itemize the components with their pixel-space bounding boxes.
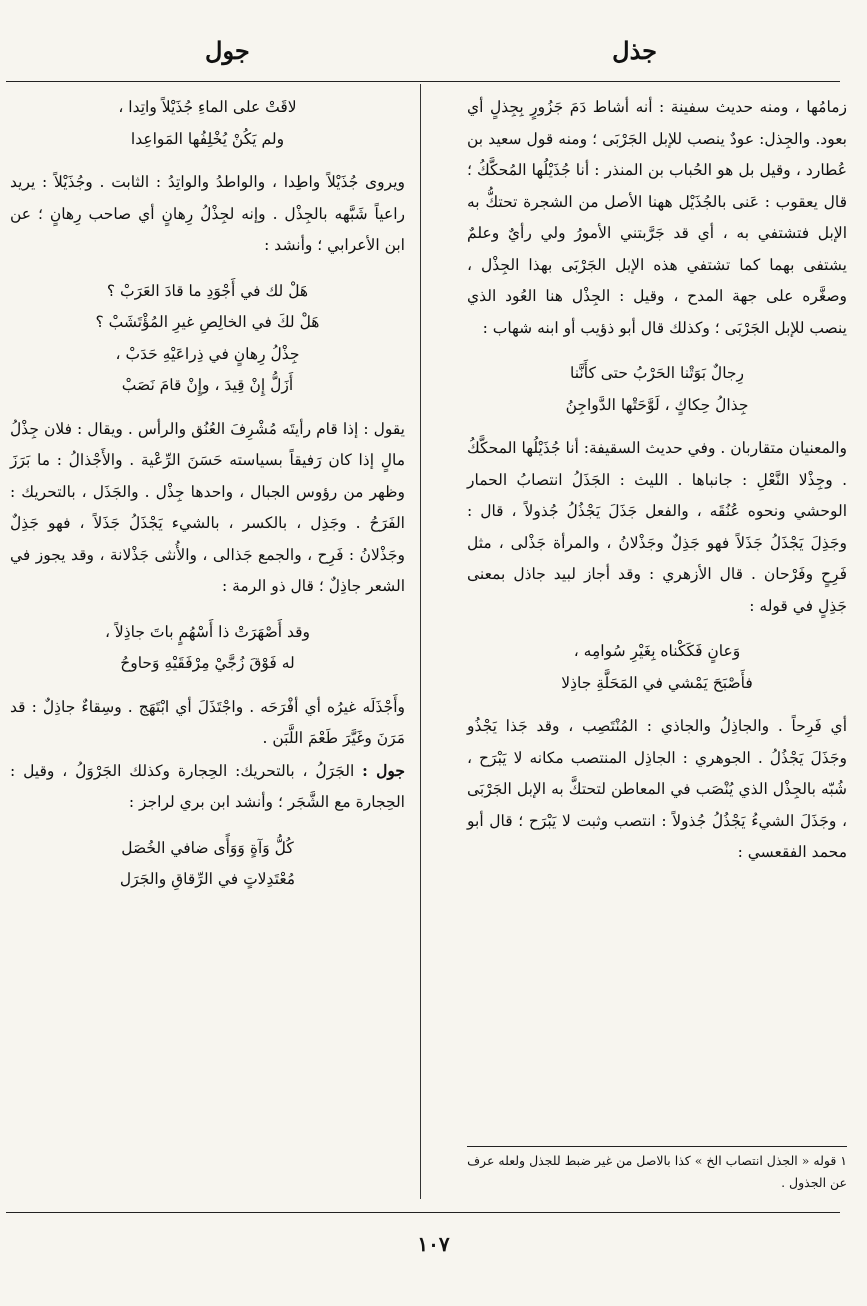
footnote-rule (467, 1146, 847, 1147)
verse-block (10, 833, 405, 896)
left-column (10, 92, 405, 908)
entry-paragraph (10, 755, 405, 819)
paragraph: أي فَرِحاً . والجاذِلُ والجاذي : المُنْتَصِب ، وقد جَذا يَجْذُو وجَذَلَ يَجْذُلُ . الجوهري : الجاذِل المنتصب مكانه لا يَبْرَح ، شُبّه بالجِذْل الذي يُنْصَب في المعاطن لتحتكَّ به الإبل الجَرْبَى ، وجَذَلَ الشيءُ يَجْذُلُ جُذولاً : انتصب وثبت لا يَبْرَح ؛ قال أبو محمد الفقعسي : (467, 717, 847, 861)
running-head-right: جذل (612, 36, 657, 65)
running-head-left: جول (205, 36, 250, 65)
entry-headword: جول : (362, 760, 405, 780)
paragraph: والمعنيان متقاربان . وفي حديث السقيفة: أنا جُذَيْلُها المحكَّكُ . وجِذْلا النَّعْلِ : جانباها . الليث : الجَذَلُ انتصابُ الحمار الوحشي ونحوه عُنُقَه ، والفعل جَذَلَ يَجْذُلُ جُذولاً ، قال : وجَذِلَ يَجْذَلُ جَذَلاً فهو جَذِلٌ وجَذْلانُ ، والمرأة جَذْلى ، مثل فَرِحٍ وفَرْحان . قال الأزهري : وقد أجاز لبيد جاذل بمعنى جَذِلٍ في قوله : (466, 439, 847, 615)
verse-block (10, 617, 405, 680)
verse-block (10, 92, 405, 155)
verse-line: رِجالٌ بَوَتْنا الحَرْبُ حتى كأَنَّنا (570, 364, 744, 382)
verse-line: هَلْ لكَ في الخالِصِ غيرِ المُؤْتَشَبْ ؟ (95, 313, 320, 331)
entry-text: الجَرَلُ ، بالتحريك: الحِجارة وكذلك الجَرْوَلُ ، وقيل : الحِجارة مع الشَّجَر ؛ وأنشد ابن بري لراجز : (10, 761, 405, 811)
verse-block (467, 358, 847, 421)
paragraph: زمامُها ، ومنه حديث سفينة : أنه أشاط دَمَ جَزُورٍ بِجِذلٍ أي بعود. والجِذل: عودٌ ينصب للإبل الجَرْبَى ؛ ومنه قول سعيد بن عُطارد ، وقيل بل هو الحُباب بن المنذر : أنا جُذَيْلُها المُحكَّكُ ؛ قال يعقوب : عَنى بالجُذَيْل ههنا الأصل من الشجرة تحتكُّ به الإبل فتشتفي به ، أي قد جَرَّبتني الأمورُ ولي رأيٌ وعلمٌ يشتفى بهما كما تشتفي هذه الإبل الجَرْبَى بهذا الجِذْل ، وصغَّره على جهة المدح ، وقيل : الجِذْل هنا العُود الذي ينصب للإبل الجَرْبَى ؛ وكذلك قال أبو ذؤيب أو ابنه شهاب : (467, 98, 847, 337)
verse-line: له فَوْقَ زُجَّيْ مِرْفَقَيْهِ وَحاوحُ (120, 654, 295, 672)
column-divider (420, 84, 421, 1199)
top-rule (6, 81, 840, 82)
verse-line: هَلْ لك في أَجْوَدِ ما قادَ العَرَبْ ؟ (106, 281, 309, 300)
page-number: ١٠٧ (417, 1232, 450, 1256)
bottom-rule (6, 1212, 840, 1213)
paragraph: ويروى جُذَيْلاً واطِدا ، والواطدُ والواتِدُ : الثابت . وجُذَيْلاً : يريد راعياً شَبَّهه بالجِذْل . وإنه لجِذْلُ رِهانٍ أي صاحب رِهانٍ ؛ عن ابن الأعرابي ؛ وأنشد : (10, 173, 405, 254)
verse-line: فأَصْبَحَ يَمْشي في المَحَلَّةِ جاذِلا (561, 673, 753, 692)
verse-line: وَعانٍ فَكَكْناه بِغَيْرِ سُوامِه ، (573, 642, 741, 660)
paragraph: وأَجْذَلَه غيرُه أي أفْرَحَه . واجْتَذَلَ أي ابْتَهَج . وسِقاءٌ جاذِلٌ : قد مَرَنَ وغَيَّرَ طَعْمَ اللَّبَن . (10, 697, 405, 747)
verse-line: وقد أَصْهَرَتْ ذا أَسْهُمٍ باتَ جاذِلاً ، (105, 622, 310, 641)
paragraph: يقول : إذا قام رأيتَه مُشْرِفَ العُنُق والرأس . ويقال : فلان جِذْلُ مالٍ إذا كان رَفيقاً بسياسته حَسَنَ الرِّعْية . والأَجْذالُ : ما بَرَزَ وظهر من رؤوس الجبال ، واحدها جِذْل . والجَذَل ، بالتحريك : الفَرَحُ . وجَذِل ، بالكسر ، بالشيء يَجْذَلُ جَذَلاً ، فهو جَذِلٌ وجَذْلانُ : فَرِح ، والجمع جَذالى ، والأُنثى جَذْلانة ، وقد يجوز في الشعر جاذِلٌ ؛ قال ذو الرمة : (10, 419, 405, 595)
verse-line: جِذْلُ رِهانٍ في ذِراعَيْهِ حَدَبْ ، (115, 344, 300, 363)
footnote: ١ قوله « الجذل انتصاب الخ » كذا بالاصل من غير ضبط للجذل ولعله عرف عن الجذول . (467, 1153, 847, 1190)
verse-line: أَزَلُّ إِنْ قِيدَ ، وإِنْ قامَ نَصَبْ (121, 376, 294, 394)
verse-line: ولم يَكُنْ يُخْلِفُها المَواعِدا (130, 129, 285, 148)
verse-line: مُعْتَدِلاتٍ في الرِّقاقِ والجَرَل (119, 870, 296, 888)
verse-line: لاقَتْ على الماءِ جُذَيْلاً واتِدا ، (118, 98, 297, 116)
verse-block (10, 276, 405, 402)
right-column (467, 92, 847, 869)
verse-line: كُلُّ وَآةٍ وَوَأًى ضافي الخُصَل (121, 838, 294, 857)
verse-line: جِذالُ حِكاكٍ ، لَوَّحَتْها الدَّواجِنُ (565, 395, 749, 414)
verse-block (467, 636, 847, 699)
